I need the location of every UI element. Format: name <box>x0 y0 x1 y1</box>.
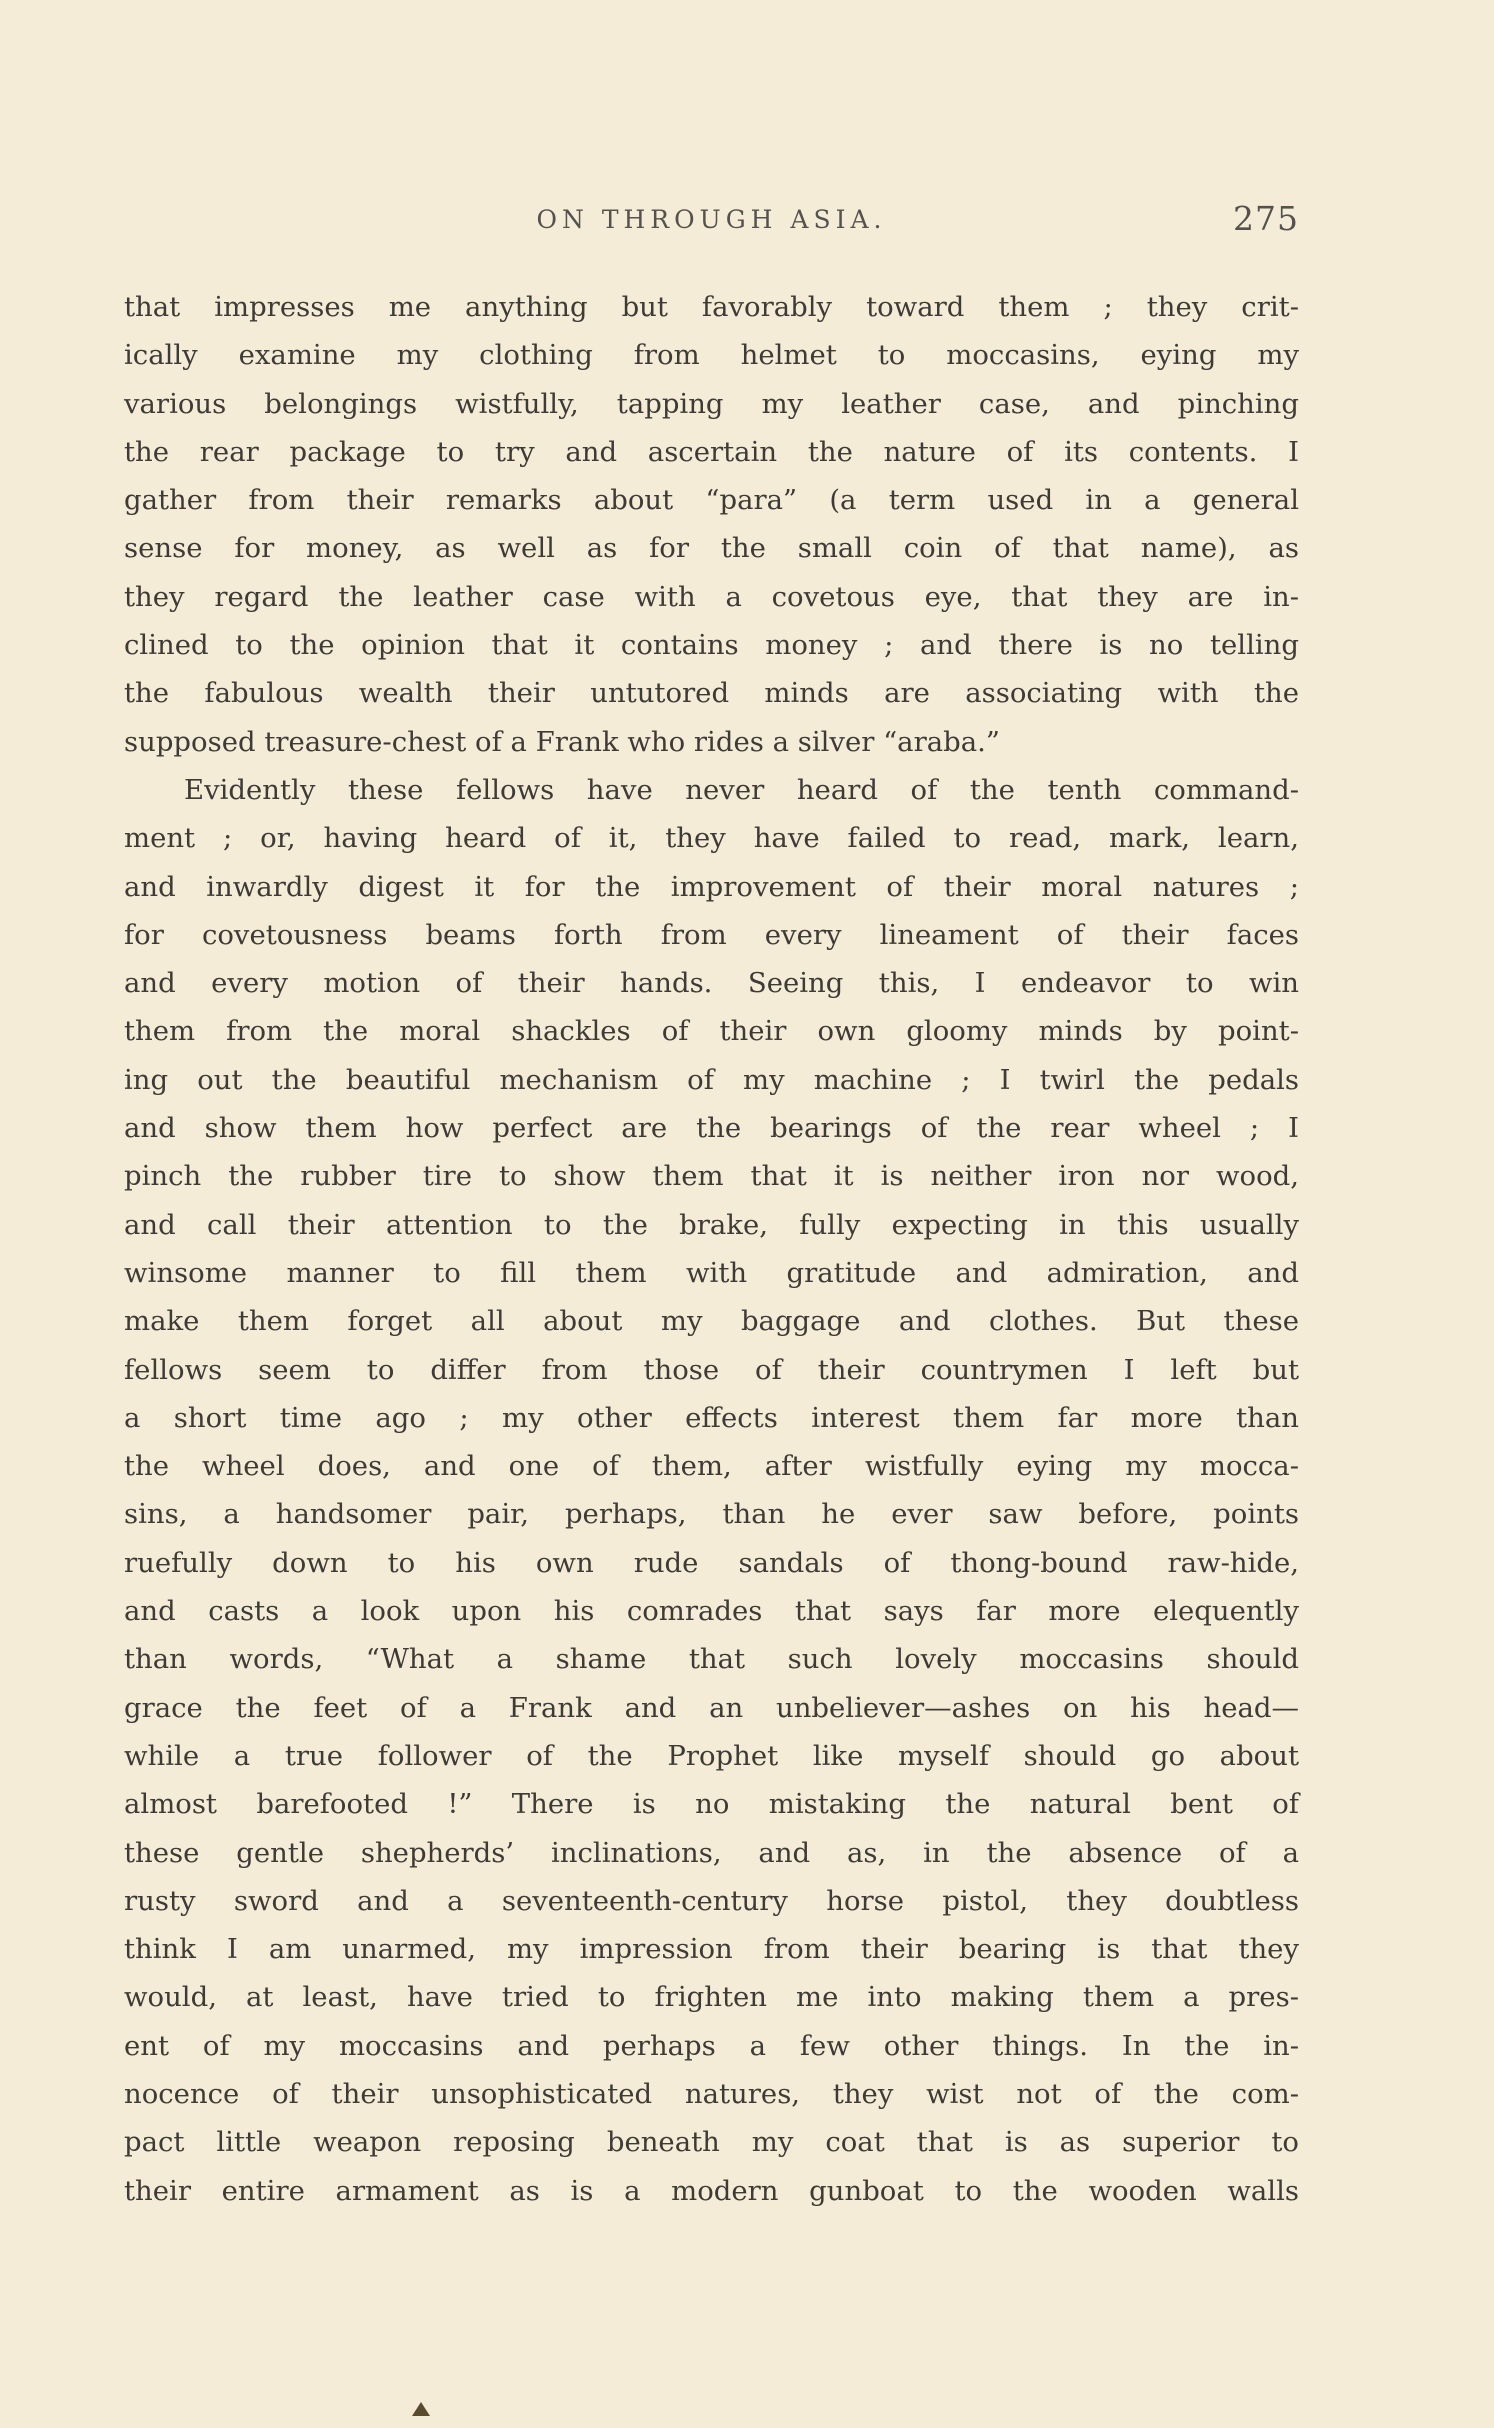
text-line: they regard the leather case with a covetous eye, that they are in- <box>124 580 1299 613</box>
text-line: ent of my moccasins and perhaps a few other things. In the in- <box>124 2029 1299 2062</box>
text-line: while a true follower of the Prophet like myself should go about <box>124 1739 1299 1772</box>
text-line: nocence of their unsophisticated natures, they wist not of the com- <box>124 2077 1299 2110</box>
text-line: rusty sword and a seventeenth-century horse pistol, they doubtless <box>124 1884 1299 1917</box>
text-line: Evidently these fellows have never heard of the tenth command- <box>184 773 1299 806</box>
text-line: grace the feet of a Frank and an unbeliever—ashes on his head— <box>124 1691 1299 1724</box>
text-line: clined to the opinion that it contains money ; and there is no telling <box>124 629 1299 662</box>
text-line: sense for money, as well as for the small coin of that name), as <box>124 532 1299 565</box>
text-line: pact little weapon reposing beneath my coat that is as superior to <box>124 2126 1299 2159</box>
text-line: and inwardly digest it for the improvement of their moral natures ; <box>124 870 1299 903</box>
text-line: gather from their remarks about “para” (a term used in a general <box>124 484 1299 517</box>
text-line: their entire armament as is a modern gunboat to the wooden walls <box>124 2174 1299 2207</box>
text-line: make them forget all about my baggage and clothes. But these <box>124 1305 1299 1338</box>
text-line: and every motion of their hands. Seeing this, I endeavor to win <box>124 967 1299 1000</box>
running-title: ON THROUGH ASIA. <box>536 205 887 234</box>
text-line: pinch the rubber tire to show them that it is neither iron nor wood, <box>124 1160 1299 1193</box>
text-line: and casts a look upon his comrades that says far more elequently <box>124 1595 1299 1628</box>
text-line: winsome manner to fill them with gratitude and admiration, and <box>124 1256 1299 1289</box>
text-line: the rear package to try and ascertain the nature of its contents. I <box>124 435 1299 468</box>
text-line: than words, “What a shame that such lovely moccasins should <box>124 1643 1299 1676</box>
text-line: and show them how perfect are the bearings of the rear wheel ; I <box>124 1112 1299 1145</box>
text-line: ruefully down to his own rude sandals of thong-bound raw-hide, <box>124 1546 1299 1579</box>
text-line: the wheel does, and one of them, after wistfully eying my mocca- <box>124 1450 1299 1483</box>
body-text <box>124 283 1299 2215</box>
text-line: for covetousness beams forth from every lineament of their faces <box>124 918 1299 951</box>
text-line: and call their attention to the brake, fully expecting in this usually <box>124 1208 1299 1241</box>
text-line: would, at least, have tried to frighten me into making them a pres- <box>124 1981 1299 2014</box>
text-line: various belongings wistfully, tapping my leather case, and pinching <box>124 387 1299 420</box>
text-line: them from the moral shackles of their own gloomy minds by point- <box>124 1015 1299 1048</box>
page-number: 275 <box>1233 199 1299 238</box>
text-line: fellows seem to differ from those of their countrymen I left but <box>124 1353 1299 1386</box>
text-line: the fabulous wealth their untutored minds are associating with the <box>124 677 1299 710</box>
text-line: supposed treasure-chest of a Frank who rides a silver “araba.” <box>124 725 1000 758</box>
text-line: almost barefooted !” There is no mistaking the natural bent of <box>124 1788 1299 1821</box>
text-line: that impresses me anything but favorably toward them ; they crit- <box>124 291 1299 323</box>
text-line: a short time ago ; my other effects interest them far more than <box>124 1401 1299 1434</box>
text-line: think I am unarmed, my impression from their bearing is that they <box>124 1933 1299 1966</box>
text-line: these gentle shepherds’ inclinations, and as, in the absence of a <box>124 1836 1299 1869</box>
printer-mark <box>412 2402 430 2416</box>
text-line: ing out the beautiful mechanism of my machine ; I twirl the pedals <box>124 1063 1299 1096</box>
text-line: sins, a handsomer pair, perhaps, than he ever saw before, points <box>124 1498 1299 1531</box>
text-line: ically examine my clothing from helmet to moccasins, eying my <box>124 339 1299 372</box>
text-line: ment ; or, having heard of it, they have failed to read, mark, learn, <box>124 822 1299 855</box>
running-head <box>124 199 1299 249</box>
